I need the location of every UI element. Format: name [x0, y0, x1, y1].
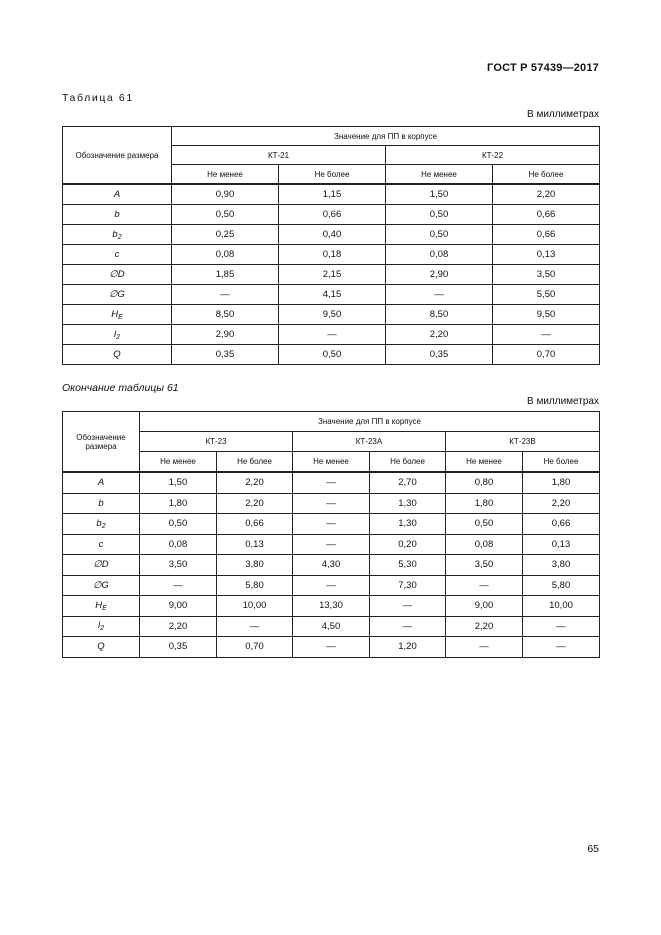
dimension-label: [63, 265, 172, 285]
dimension-symbol: Q: [97, 641, 105, 653]
dimension-label: [63, 596, 140, 617]
value-cell: 0,35: [172, 345, 279, 365]
value-cell: 0,70: [217, 637, 293, 658]
dimension-label: [63, 184, 172, 205]
dimension-subscript: 2: [117, 233, 122, 241]
dimension-symbol: b: [112, 228, 118, 240]
dimension-symbol: ∅G: [109, 289, 125, 300]
value-cell: 4,50: [293, 616, 370, 637]
value-cell: —: [293, 575, 370, 596]
dimension-symbol: c: [98, 538, 104, 550]
value-cell: 1,20: [370, 637, 446, 658]
value-cell: 9,50: [493, 305, 600, 325]
value-cell: 1,30: [370, 514, 446, 535]
value-cell: 0,66: [217, 514, 293, 535]
value-cell: 2,20: [446, 616, 523, 637]
package-header: КТ-23А: [293, 432, 446, 452]
value-cell: 2,70: [370, 472, 446, 493]
value-cell: 0,50: [386, 205, 493, 225]
dimension-subscript: 2: [101, 522, 106, 530]
dimension-symbol: A: [97, 477, 105, 489]
value-cell: 2,20: [493, 184, 600, 205]
value-cell: 5,30: [370, 555, 446, 576]
dimension-subscript: E: [118, 313, 123, 321]
dimension-label: [63, 472, 140, 493]
dimension-label: [63, 285, 172, 305]
value-cell: 0,08: [140, 534, 217, 555]
dimensions-table-continued: [62, 411, 600, 658]
dimension-symbol: ∅G: [93, 579, 109, 591]
dimension-symbol: l: [113, 328, 117, 340]
dimension-subscript: 2: [116, 333, 121, 341]
value-cell: 0,50: [446, 514, 523, 535]
min-header: Не менее: [446, 452, 523, 473]
dimension-label: [63, 637, 140, 658]
value-cell: —: [293, 534, 370, 555]
value-cell: 7,30: [370, 575, 446, 596]
value-cell: 0,70: [493, 345, 600, 365]
page-number: 65: [587, 843, 599, 855]
table-row: [63, 637, 600, 658]
package-header: КТ-23: [140, 432, 293, 452]
table-row: [63, 285, 600, 305]
group-header: Значение для ПП в корпусе: [172, 127, 600, 146]
max-header: Не более: [493, 165, 600, 185]
package-header: КТ-21: [172, 146, 386, 165]
standard-number: ГОСТ Р 57439—2017: [487, 62, 599, 74]
dimensions-table: [62, 126, 600, 365]
units-label: В миллиметрах: [527, 109, 599, 120]
dimension-symbol: H: [111, 308, 119, 320]
value-cell: 1,50: [140, 472, 217, 493]
dimension-symbol: A: [113, 189, 121, 200]
label-header: Обозначение размера: [63, 127, 172, 185]
table-body: [63, 472, 600, 657]
value-cell: —: [172, 285, 279, 305]
value-cell: —: [217, 616, 293, 637]
value-cell: 9,50: [279, 305, 386, 325]
group-header: Значение для ПП в корпусе: [140, 412, 600, 432]
dimension-label: [63, 616, 140, 637]
value-cell: 2,20: [386, 325, 493, 345]
value-cell: 1,80: [446, 493, 523, 514]
dimension-label: [63, 555, 140, 576]
value-cell: —: [293, 472, 370, 493]
value-cell: —: [446, 637, 523, 658]
table-continuation-caption: Окончание таблицы 61: [62, 382, 179, 394]
value-cell: 0,90: [172, 184, 279, 205]
dimension-label: [63, 225, 172, 245]
table-row: [63, 616, 600, 637]
package-header: КТ-22: [386, 146, 600, 165]
table-row: [63, 325, 600, 345]
value-cell: 1,80: [140, 493, 217, 514]
value-cell: —: [293, 514, 370, 535]
value-cell: 3,50: [493, 265, 600, 285]
value-cell: 3,50: [140, 555, 217, 576]
table-row: [63, 596, 600, 617]
table-row: [63, 472, 600, 493]
table-row: [63, 265, 600, 285]
value-cell: 3,80: [523, 555, 600, 576]
table-row: [63, 534, 600, 555]
value-cell: —: [279, 325, 386, 345]
value-cell: —: [370, 616, 446, 637]
value-cell: —: [293, 493, 370, 514]
value-cell: 0,50: [140, 514, 217, 535]
min-header: Не менее: [140, 452, 217, 473]
value-cell: 3,50: [446, 555, 523, 576]
value-cell: 0,50: [386, 225, 493, 245]
dimension-label: [63, 493, 140, 514]
dimension-label: [63, 514, 140, 535]
value-cell: 1,80: [523, 472, 600, 493]
value-cell: 1,15: [279, 184, 386, 205]
dimension-symbol: b: [98, 497, 104, 509]
value-cell: —: [493, 325, 600, 345]
min-header: Не менее: [172, 165, 279, 185]
value-cell: 0,08: [386, 245, 493, 265]
value-cell: 2,20: [140, 616, 217, 637]
value-cell: 0,13: [217, 534, 293, 555]
value-cell: 2,15: [279, 265, 386, 285]
dimension-label: [63, 345, 172, 365]
value-cell: 0,08: [172, 245, 279, 265]
table-row: [63, 345, 600, 365]
dimension-label: [63, 534, 140, 555]
value-cell: 0,35: [140, 637, 217, 658]
value-cell: 2,20: [523, 493, 600, 514]
units-label: В миллиметрах: [527, 396, 599, 407]
value-cell: 0,50: [279, 345, 386, 365]
value-cell: 0,66: [493, 205, 600, 225]
value-cell: —: [523, 616, 600, 637]
value-cell: 2,90: [172, 325, 279, 345]
value-cell: 0,66: [279, 205, 386, 225]
table-row: [63, 205, 600, 225]
value-cell: 2,90: [386, 265, 493, 285]
table-row: [63, 575, 600, 596]
value-cell: 2,20: [217, 472, 293, 493]
value-cell: 1,50: [386, 184, 493, 205]
value-cell: 4,15: [279, 285, 386, 305]
value-cell: 9,00: [446, 596, 523, 617]
dimension-symbol: l: [97, 620, 101, 632]
value-cell: 0,35: [386, 345, 493, 365]
max-header: Не более: [279, 165, 386, 185]
dimension-symbol: b: [114, 209, 120, 220]
max-header: Не более: [523, 452, 600, 473]
value-cell: 0,66: [493, 225, 600, 245]
value-cell: 0,20: [370, 534, 446, 555]
dimension-label: [63, 575, 140, 596]
value-cell: 8,50: [386, 305, 493, 325]
label-header: Обозначение размера: [63, 412, 140, 473]
min-header: Не менее: [293, 452, 370, 473]
min-header: Не менее: [386, 165, 493, 185]
value-cell: —: [523, 637, 600, 658]
value-cell: —: [386, 285, 493, 305]
value-cell: 0,25: [172, 225, 279, 245]
dimension-subscript: 2: [100, 625, 105, 633]
table-row: [63, 184, 600, 205]
value-cell: 5,80: [523, 575, 600, 596]
table-caption: Таблица 61: [62, 92, 134, 104]
value-cell: 1,30: [370, 493, 446, 514]
value-cell: 1,85: [172, 265, 279, 285]
dimension-label: [63, 305, 172, 325]
table-row: [63, 514, 600, 535]
value-cell: 4,30: [293, 555, 370, 576]
value-cell: 10,00: [523, 596, 600, 617]
value-cell: 0,80: [446, 472, 523, 493]
value-cell: 10,00: [217, 596, 293, 617]
value-cell: 0,66: [523, 514, 600, 535]
value-cell: —: [370, 596, 446, 617]
value-cell: 2,20: [217, 493, 293, 514]
dimension-symbol: Q: [113, 349, 121, 360]
dimension-subscript: E: [102, 604, 107, 612]
value-cell: —: [140, 575, 217, 596]
value-cell: 0,08: [446, 534, 523, 555]
table-body: [63, 184, 600, 365]
value-cell: 5,50: [493, 285, 600, 305]
table-row: [63, 493, 600, 514]
table-row: [63, 305, 600, 325]
max-header: Не более: [370, 452, 446, 473]
dimension-symbol: ∅D: [93, 559, 109, 571]
value-cell: 9,00: [140, 596, 217, 617]
dimension-label: [63, 325, 172, 345]
table-row: [63, 555, 600, 576]
value-cell: 0,50: [172, 205, 279, 225]
dimension-symbol: ∅D: [109, 269, 125, 280]
max-header: Не более: [217, 452, 293, 473]
value-cell: 0,40: [279, 225, 386, 245]
dimension-label: [63, 245, 172, 265]
value-cell: —: [293, 637, 370, 658]
value-cell: 5,80: [217, 575, 293, 596]
value-cell: 0,13: [493, 245, 600, 265]
dimension-symbol: c: [114, 249, 120, 260]
value-cell: 0,13: [523, 534, 600, 555]
table-row: [63, 225, 600, 245]
value-cell: 3,80: [217, 555, 293, 576]
table-row: [63, 245, 600, 265]
value-cell: —: [446, 575, 523, 596]
dimension-symbol: H: [95, 599, 103, 611]
value-cell: 13,30: [293, 596, 370, 617]
value-cell: 8,50: [172, 305, 279, 325]
value-cell: 0,18: [279, 245, 386, 265]
package-header: КТ-23В: [446, 432, 600, 452]
dimension-symbol: b: [96, 517, 102, 529]
dimension-label: [63, 205, 172, 225]
